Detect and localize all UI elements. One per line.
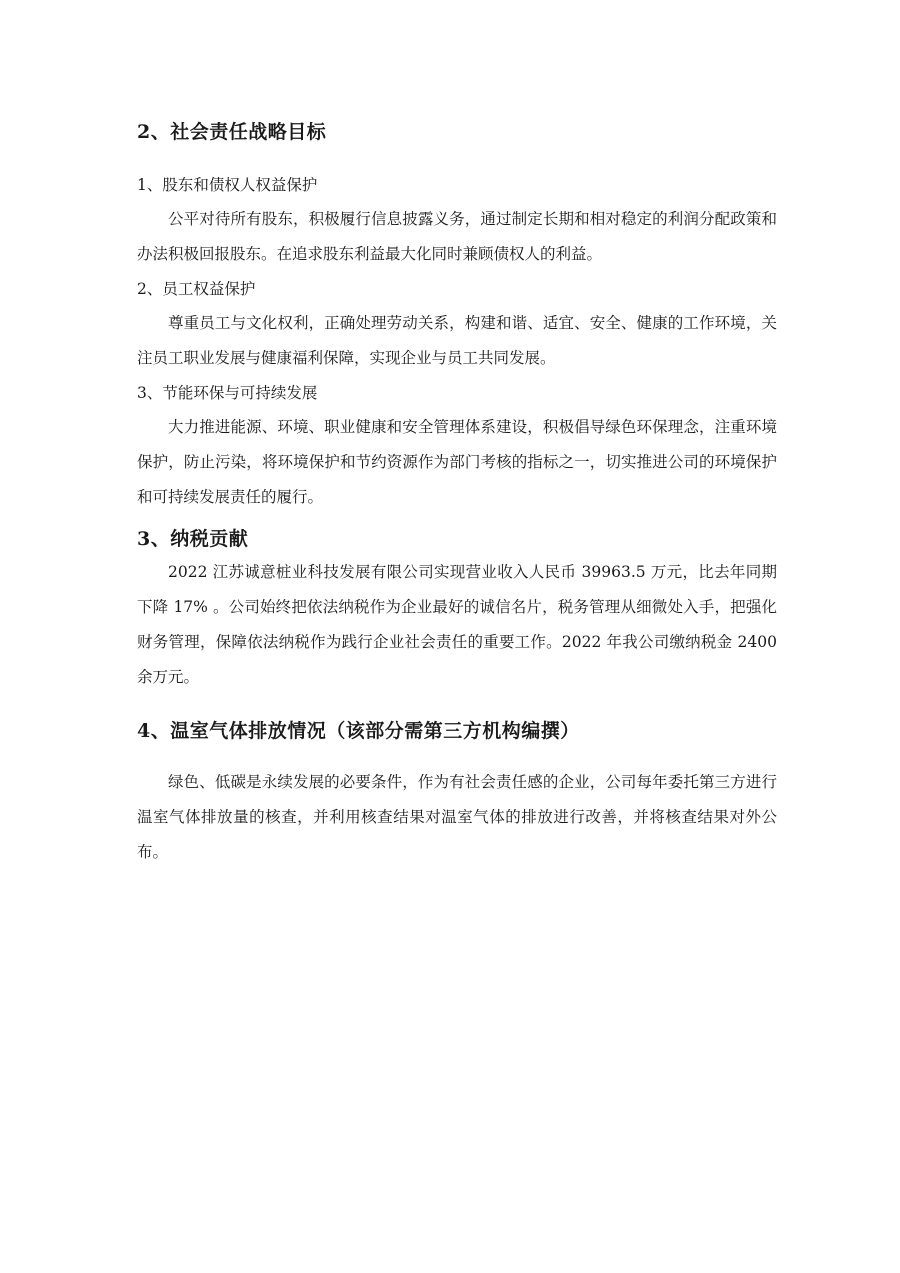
paragraph-employee-rights: 尊重员工与文化权利，正确处理劳动关系，构建和谐、适宜、安全、健康的工作环境，关注员工职业发展与健康福利保障，实现企业与员工共同发展。: [137, 314, 777, 367]
paragraph-shareholder-rights: 公平对待所有股东，积极履行信息披露义务，通过制定长期和相对稳定的利润分配政策和办法积极回报股东。在追求股东利益最大化同时兼顾债权人的利益。: [137, 210, 777, 263]
document-content: [137, 118, 777, 870]
subsection-title-environmental-sustainability: 3、节能环保与可持续发展: [137, 384, 318, 402]
subsection-title-shareholder-rights: 1、股东和债权人权益保护: [137, 176, 318, 194]
paragraph-tax-contribution: 2022 江苏诚意桩业科技发展有限公司实现营业收入人民币 39963.5 万元，比去年同期下降 17% 。公司始终把依法纳税作为企业最好的诚信名片，税务管理从细微处入手，把强化财务管理，保障依法纳税作为践行企业社会责任的重要工作。2022 年我公司缴纳税金 2400 余万元。: [137, 563, 777, 686]
paragraph-environmental-sustainability: 大力推进能源、环境、职业健康和安全管理体系建设，积极倡导绿色环保理念，注重环境保护，防止污染，将环境保护和节约资源作为部门考核的指标之一，切实推进公司的环境保护和可持续发展责任的履行。: [137, 418, 777, 506]
section-heading-strategy-goals: 2、社会责任战略目标: [137, 121, 327, 143]
section-heading-ghg-emissions: 4、温室气体排放情况（该部分需第三方机构编撰）: [137, 720, 580, 742]
section-heading-tax-contribution: 3、纳税贡献: [137, 528, 249, 550]
subsection-title-employee-rights: 2、员工权益保护: [137, 280, 256, 298]
paragraph-ghg-emissions: 绿色、低碳是永续发展的必要条件，作为有社会责任感的企业，公司每年委托第三方进行温室气体排放量的核查，并利用核查结果对温室气体的排放进行改善，并将核查结果对外公布。: [137, 773, 777, 861]
